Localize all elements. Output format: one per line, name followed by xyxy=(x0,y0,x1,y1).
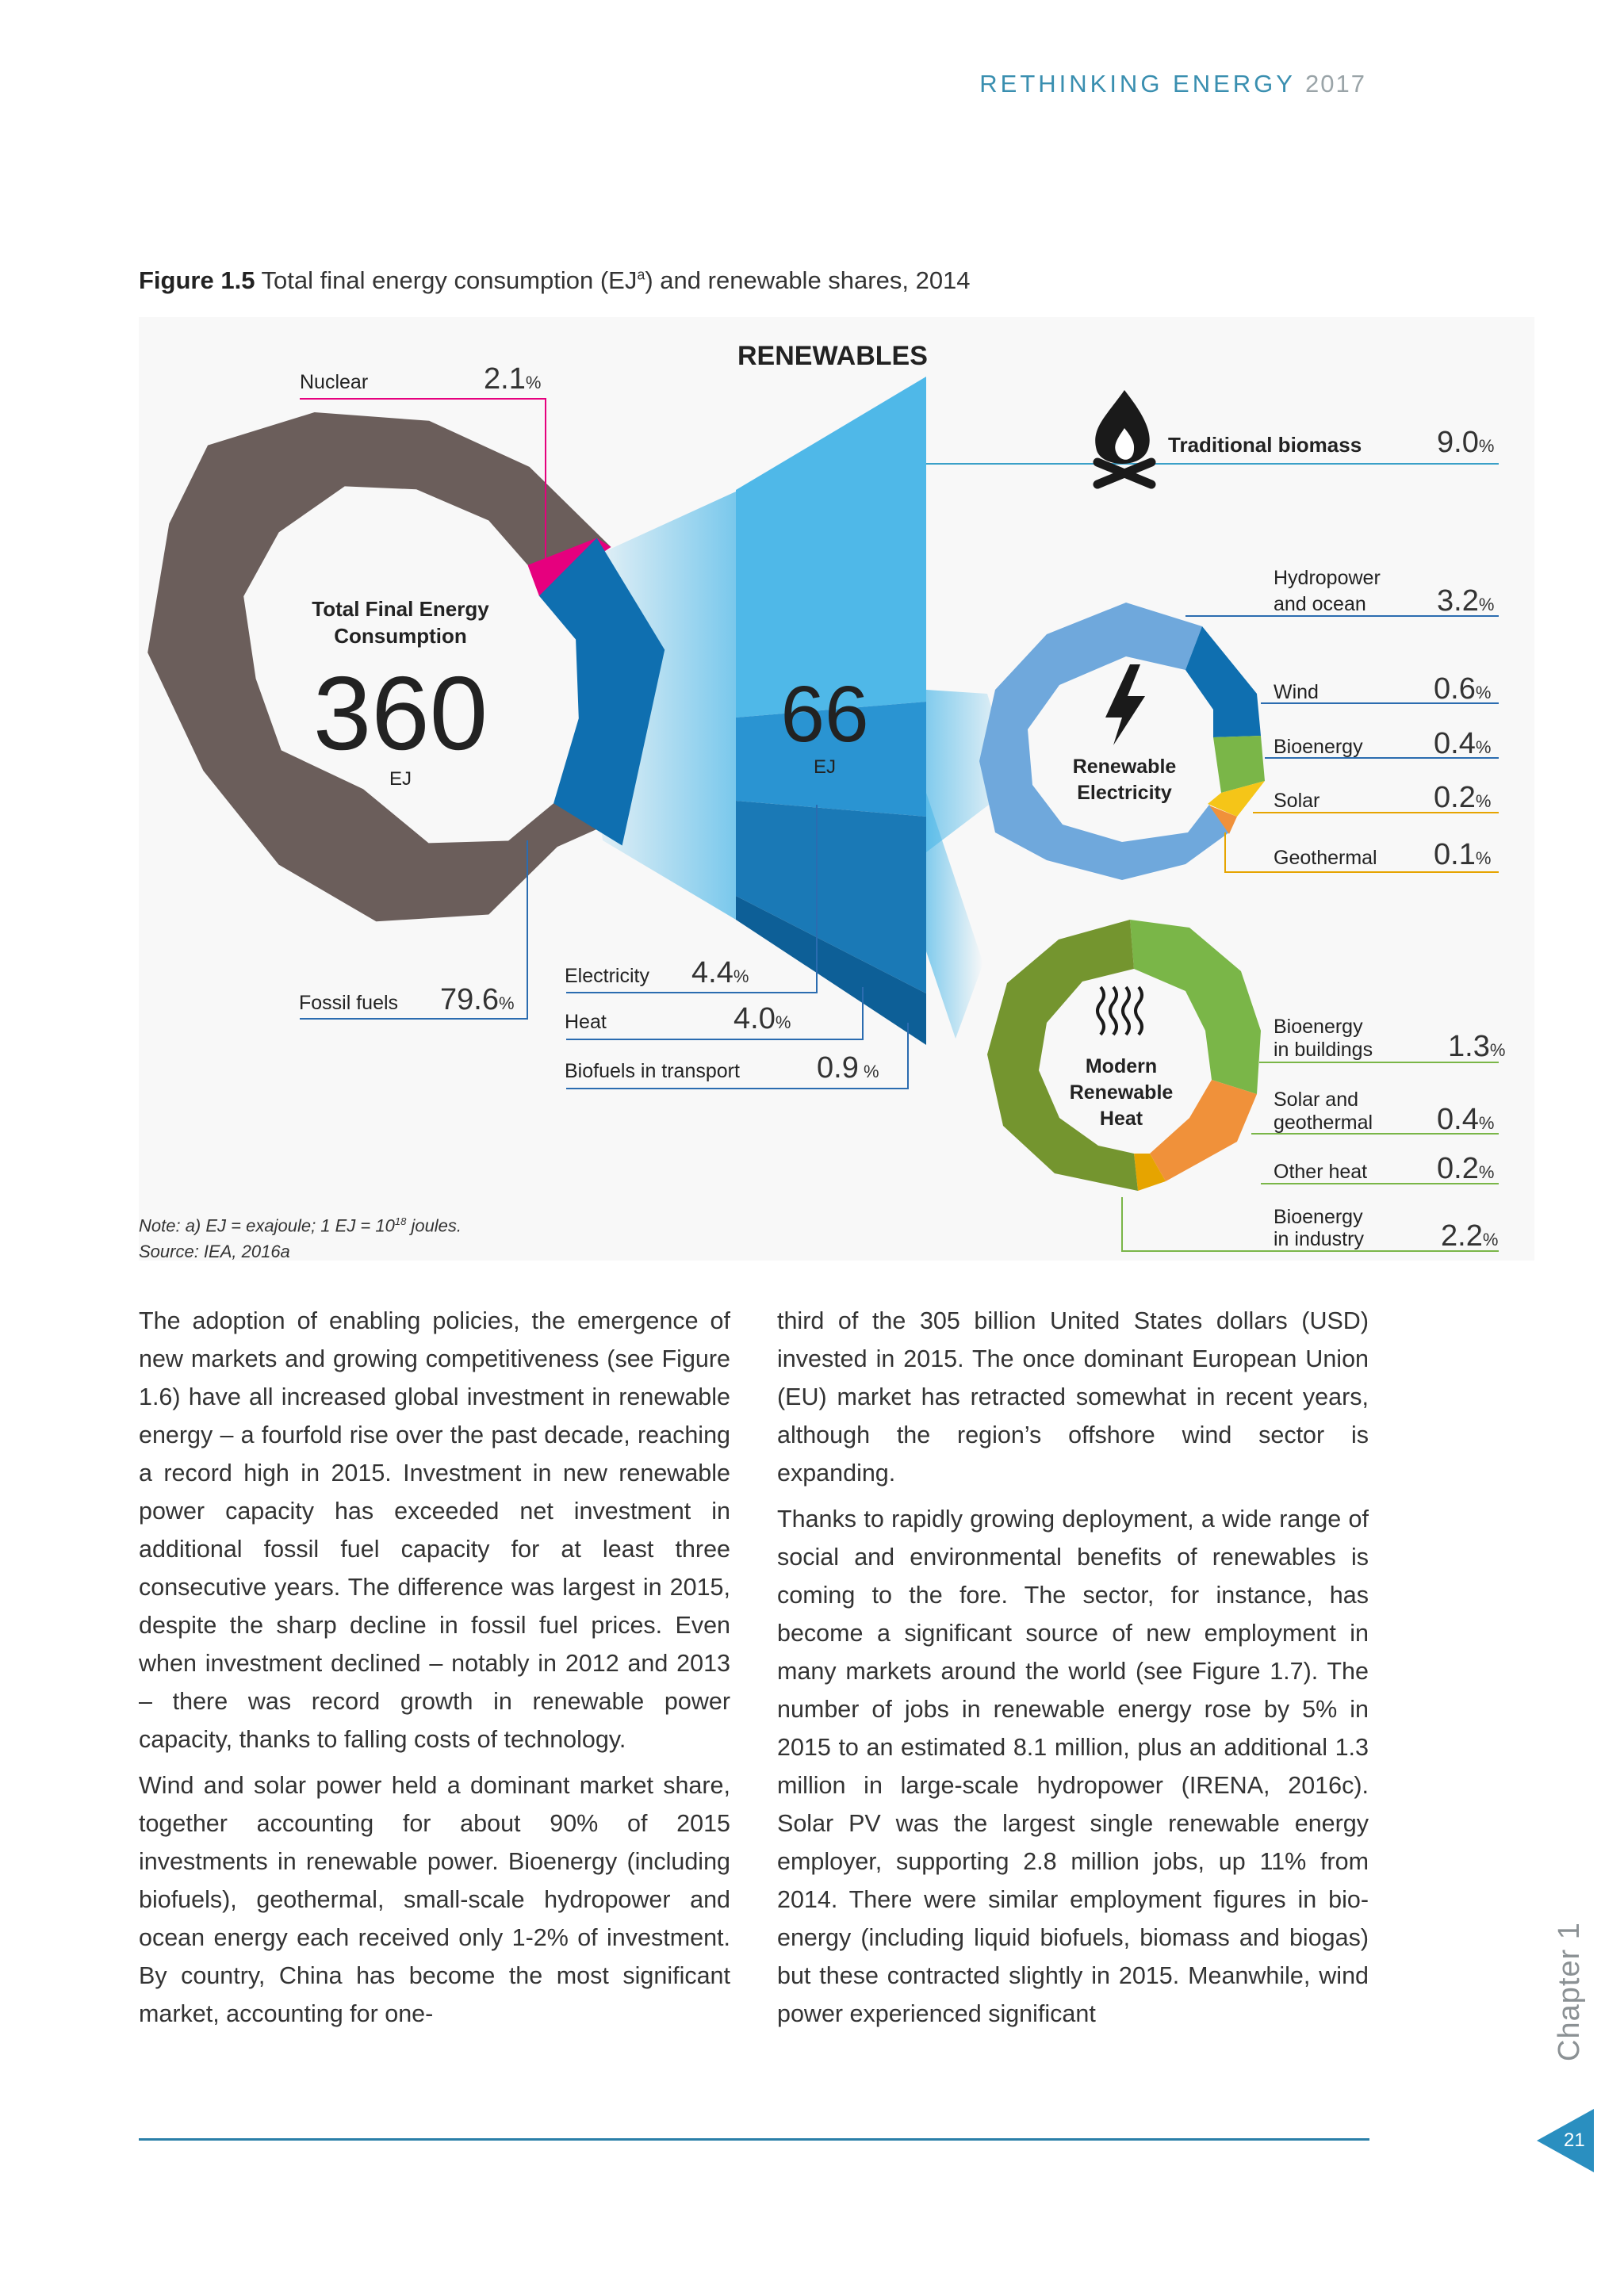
bio-industry-value: 2.2% xyxy=(1441,1219,1499,1253)
modern-heat-line1: Modern xyxy=(1085,1055,1158,1077)
bio-elec-value: 0.4% xyxy=(1434,727,1492,760)
paragraph: third of the 305 billion United States dollars (USD) invested in 2015. The once dominant European Union (EU) market has retracted somewhat in recent years, although the region’s offshore wind sector is expanding. xyxy=(777,1307,1369,1487)
solar-label: Solar xyxy=(1274,790,1320,812)
traditional-value: 9.0% xyxy=(1437,426,1495,459)
renewable-electricity-line2: Electricity xyxy=(1077,782,1172,804)
ring-segment-wind xyxy=(1185,626,1261,737)
total-label-line2: Consumption xyxy=(334,624,467,648)
biofuels-value: 0.9 % xyxy=(817,1051,879,1085)
ring-segment-hydropower xyxy=(979,603,1229,880)
chapter-label: Chapter 1 xyxy=(1553,1922,1586,2061)
other-heat-value: 0.2% xyxy=(1437,1152,1495,1185)
geothermal-value: 0.1% xyxy=(1434,838,1492,871)
traditional-label: Traditional biomass xyxy=(1168,433,1362,457)
electricity-value: 4.4% xyxy=(691,956,749,989)
total-unit: EJ xyxy=(389,768,412,790)
bio-buildings-label-line2: in buildings xyxy=(1274,1039,1373,1061)
source-line: Source: IEA, 2016a xyxy=(139,1242,290,1262)
lightning-bolt-icon xyxy=(1105,664,1145,745)
hydro-label-line2: and ocean xyxy=(1274,593,1366,615)
figure-title: Figure 1.5 Total final energy consumption $(EJ^a)$ and renewable shares, 2014 xyxy=(139,266,971,294)
solar-geo-label-line1: Solar and xyxy=(1274,1089,1359,1111)
heat-waves-icon xyxy=(1097,987,1142,1035)
other-heat-label: Other heat xyxy=(1274,1161,1368,1183)
solar-geo-value: 0.4% xyxy=(1437,1103,1495,1136)
electricity-label: Electricity xyxy=(565,965,649,987)
hydro-label-line1: Hydropower xyxy=(1274,567,1381,589)
nuclear-value: 2.1% xyxy=(484,362,542,396)
wind-label: Wind xyxy=(1274,681,1319,703)
body-column-left xyxy=(139,1302,730,2041)
paragraph: Thanks to rapidly growing deployment, a wide range of social and environmental benefits of renewables is coming to the fore. The sector, for instance, has become a significant source of new employment in many markets around the world (see Figure 1.7). The number of jobs in renewable energy rose by 5% in 2015 to an estimated 8.1 million, plus an additional 1.3 million in large-scale hydropower (IRENA, 2016c). Solar PV was the largest single renewable energy employer, supporting 2.8 million jobs, up 11% from 2014. There were similar employment figures in bio-energy (including liquid biofuels, biomass and biogas) but these contracted slightly in 2015. Meanwhile, wind power experienced significant xyxy=(777,1506,1369,2027)
renewables-heading: RENEWABLES xyxy=(737,341,928,371)
renewable-electricity-line1: Renewable xyxy=(1072,756,1177,778)
paragraph: The adoption of enabling policies, the emergence of new markets and growing competitiveness (see Figure 1.6) have all increased global investment in renewable energy – a fourfold rise over the past decade, reaching a record high in 2015. Investment in new renewable power capacity has exceeded net investment in additional fossil fuel capacity for at least three consecutive years. The difference was largest in 2015, despite the sharp decline in fossil fuel prices. Even when investment declined – notably in 2012 and 2013 – there was record growth in renewable power capacity, thanks to falling costs of technology. xyxy=(139,1307,730,1753)
bio-industry-label-line1: Bioenergy xyxy=(1274,1206,1363,1228)
nuclear-label: Nuclear xyxy=(300,371,369,393)
heat-label: Heat xyxy=(565,1011,607,1033)
running-header: RETHINKING ENERGY 2017 xyxy=(979,70,1366,98)
renewables-total-unit: EJ xyxy=(813,756,837,778)
bio-industry-label-line2: in industry xyxy=(1274,1228,1364,1250)
solar-geo-label-line2: geothermal xyxy=(1274,1112,1373,1134)
biofuels-label: Biofuels in transport xyxy=(565,1060,740,1082)
total-value: 360 xyxy=(312,655,488,771)
total-label-line1: Total Final Energy xyxy=(312,597,489,621)
bio-elec-label: Bioenergy xyxy=(1274,736,1363,758)
page-number: 21 xyxy=(1564,2130,1585,2151)
note-line: Note: a) EJ = exajoule; 1 EJ = $10^{18}$ joules. xyxy=(139,1215,462,1236)
footer-rule xyxy=(139,2138,1369,2141)
modern-heat-line3: Heat xyxy=(1099,1108,1143,1130)
block-traditional-biomass xyxy=(736,377,926,718)
fossil-label: Fossil fuels xyxy=(299,992,399,1014)
modern-heat-line2: Renewable xyxy=(1069,1081,1174,1104)
figure-note xyxy=(139,1208,462,1265)
bio-buildings-value: 1.3% xyxy=(1448,1030,1506,1063)
body-column-right xyxy=(777,1302,1369,2041)
page-number-badge xyxy=(1537,2109,1594,2172)
hydro-value: 3.2% xyxy=(1437,584,1495,618)
bio-buildings-label-line1: Bioenergy xyxy=(1274,1016,1363,1038)
solar-value: 0.2% xyxy=(1434,781,1492,814)
renewable-electricity-ring xyxy=(979,603,1265,880)
leader-heat xyxy=(566,987,863,1039)
fire-icon xyxy=(1095,390,1151,484)
fossil-value: 79.6% xyxy=(440,983,515,1016)
wind-value: 0.6% xyxy=(1434,672,1492,706)
heat-value: 4.0% xyxy=(733,1002,791,1035)
paragraph: Wind and solar power held a dominant market share, together accounting for about 90% of 2015 investments in renewable power. Bioenergy (including biofuels), geothermal, small-scale hydropower and ocean energy each received only 1-2% of investment. By country, China has become the most significant market, accounting for one- xyxy=(139,1772,730,2027)
geothermal-label: Geothermal xyxy=(1274,847,1377,869)
renewables-total-value: 66 xyxy=(780,670,869,759)
